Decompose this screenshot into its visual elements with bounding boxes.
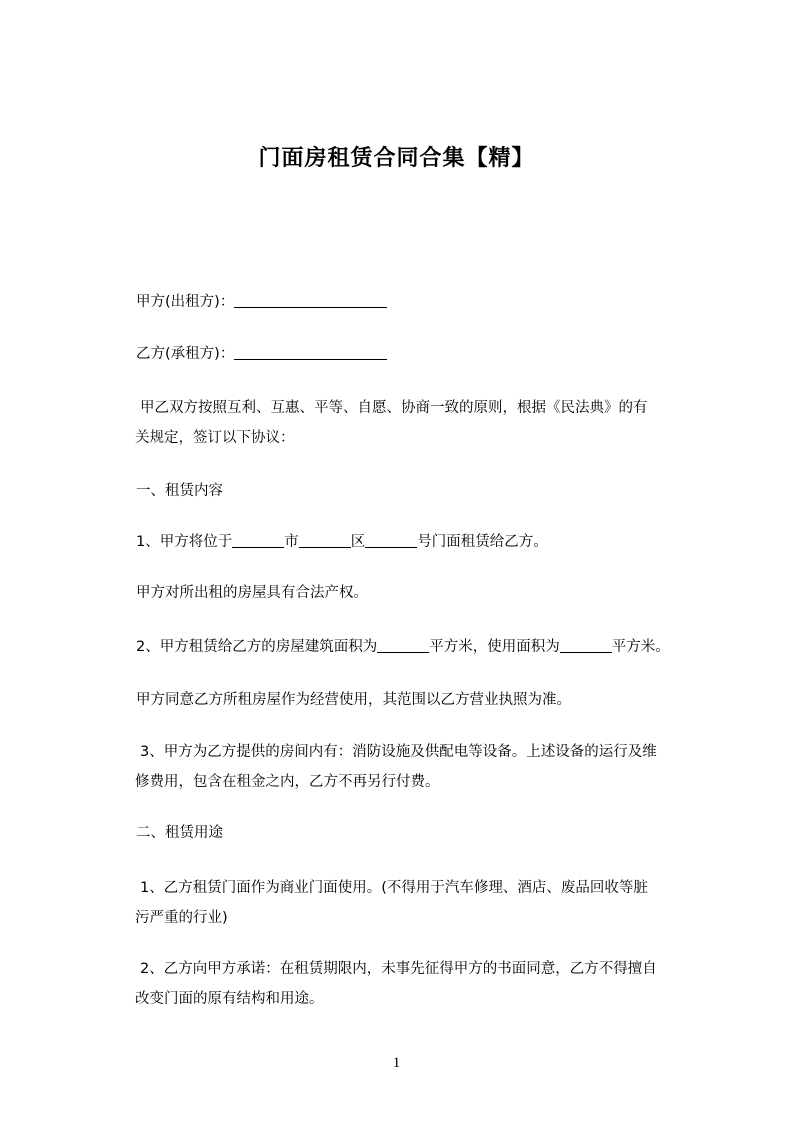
district-blank[interactable] [299,531,351,548]
usage-statement: 甲方同意乙方所租房屋作为经营使用，其范围以乙方营业执照为准。 [136,692,571,708]
intro-line-2: 关规定，签订以下协议： [135,430,295,446]
section-2-item-2-line-2: 改变门面的原有结构和用途。 [135,991,324,1007]
item-3-line-1: 3、甲方为乙方提供的房间内有：消防设施及供配电等设备。上述设备的运行及维 [140,744,657,760]
intro-line-1: 甲乙双方按照互利、互惠、平等、自愿、协商一致的原则，根据《民法典》的有 [140,400,648,416]
party-a-label: 甲方(出租方)： [136,294,235,310]
item-2-suffix: 平方米。 [611,639,670,655]
section-2-heading: 二、租赁用途 [136,825,223,841]
section-2-item-1 [136,873,716,933]
section-2-item-1-line-1: 1、乙方租赁门面作为商业门面使用。(不得用于汽车修理、酒店、废品回收等脏 [140,880,648,896]
section-1-item-2 [136,632,670,662]
party-b-label: 乙方(承租方)： [136,346,235,362]
district-label: 区 [350,534,366,550]
party-b-blank[interactable] [234,343,387,360]
ownership-statement: 甲方对所出租的房屋具有合法产权。 [136,585,368,601]
section-2-item-1-line-2: 污严重的行业) [135,910,228,926]
city-label: 市 [284,534,299,550]
intro-paragraph [136,393,716,453]
item-2-mid: 平方米，使用面积为 [429,639,560,655]
party-a-blank[interactable] [234,291,387,308]
usable-area-blank[interactable] [560,636,612,653]
section-1-item-1 [136,527,548,557]
page-number: 1 [392,1055,401,1071]
item-1-prefix: 1、甲方将位于 [136,534,233,550]
item-2-prefix: 2、甲方租赁给乙方的房屋建筑面积为 [136,639,378,655]
city-blank[interactable] [232,531,284,548]
section-2-item-2-line-1: 2、乙方向甲方承诺：在租赁期限内，未事先征得甲方的书面同意，乙方不得擅自 [140,961,657,977]
section-1-item-3 [136,737,716,797]
party-b-line [136,339,387,369]
item-1-suffix: 号门面租赁给乙方。 [417,534,548,550]
section-2-item-2 [136,954,716,1014]
number-blank[interactable] [365,531,417,548]
item-3-line-2: 修费用，包含在租金之内，乙方不再另行付费。 [135,774,440,790]
document-title: 门面房租赁合同合集【精】 [258,146,535,171]
section-1-heading: 一、租赁内容 [136,483,223,499]
building-area-blank[interactable] [377,636,429,653]
party-a-line [136,287,387,317]
